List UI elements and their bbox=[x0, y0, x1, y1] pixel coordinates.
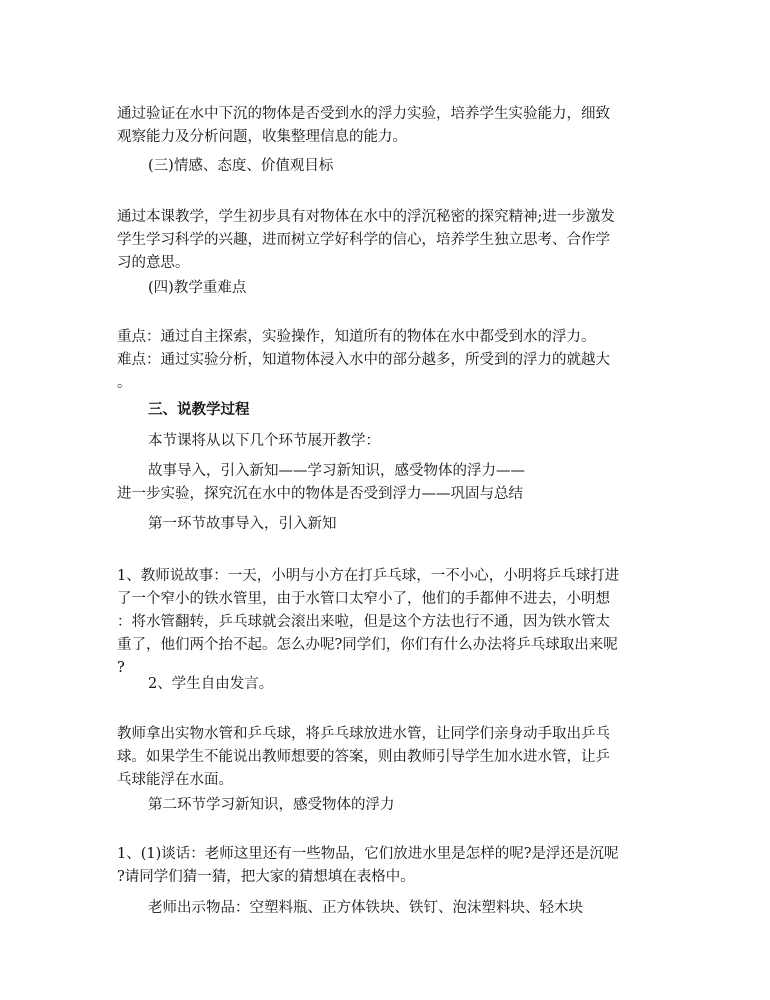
paragraph-ability bbox=[117, 103, 662, 149]
paragraph-free-speech: 2、学生自由发言。 bbox=[148, 676, 274, 692]
text-line: 重了，他们两个抬不起。怎么办呢?同学们，你们有什么办法将乒乓球取出来呢 bbox=[117, 637, 618, 653]
text-line: 乓球能浮在水面。 bbox=[117, 772, 233, 788]
paragraph-items: 老师出示物品：空塑料瓶、正方体铁块、铁钉、泡沫塑料块、轻木块 bbox=[148, 900, 583, 916]
text-line: 故事导入，引入新知——学习新知识，感受物体的浮力—— bbox=[148, 463, 525, 479]
text-line: 重点：通过自主探索，实验操作，知道所有的物体在水中都受到水的浮力。 bbox=[117, 329, 596, 345]
text-line: ：将水管翻转，乒乓球就会滚出来啦，但是这个方法也行不通，因为铁水管太 bbox=[117, 614, 610, 630]
text-line: 1、教师说故事：一天，小明与小方在打乒乓球，一不小心，小明将乒乓球打进 bbox=[117, 568, 620, 584]
heading-emotion-goal: (三)情感、态度、价值观目标 bbox=[148, 158, 334, 174]
heading-key-points: (四)教学重难点 bbox=[148, 280, 247, 296]
text-line: 观察能力及分析问题，收集整理信息的能力。 bbox=[117, 129, 407, 145]
paragraph-emotion bbox=[117, 206, 662, 275]
paragraph-teacher bbox=[117, 723, 662, 792]
paragraph-talk bbox=[117, 843, 662, 889]
paragraph-steps bbox=[117, 460, 662, 506]
text-line: 球。如果学生不能说出教师想要的答案，则由教师引导学生加水进水管，让乒 bbox=[117, 749, 610, 765]
text-line: 通过本课教学，学生初步具有对物体在水中的浮沉秘密的探究精神;进一步激发 bbox=[117, 209, 615, 225]
text-line: 通过验证在水中下沉的物体是否受到水的浮力实验，培养学生实验能力，细致 bbox=[117, 106, 610, 122]
text-line: 进一步实验，探究沉在水中的物体是否受到浮力——巩固与总结 bbox=[117, 486, 523, 502]
heading-link-two: 第二环节学习新知识，感受物体的浮力 bbox=[148, 797, 395, 813]
paragraph-key-difficult bbox=[117, 326, 662, 395]
text-line: ? bbox=[117, 660, 125, 676]
text-line: 了一个窄小的铁水管里，由于水管口太窄小了，他们的手都伸不进去，小明想 bbox=[117, 591, 610, 607]
text-line: ?请同学们猜一猜，把大家的猜想填在表格中。 bbox=[117, 869, 415, 885]
heading-link-one: 第一环节故事导入，引入新知 bbox=[148, 516, 337, 532]
text-line: 习的意思。 bbox=[117, 255, 190, 271]
section-heading-process: 三、说教学过程 bbox=[148, 401, 250, 418]
text-line: 难点：通过实验分析，知道物体浸入水中的部分越多，所受到的浮力的就越大 bbox=[117, 352, 610, 368]
text-line: 学生学习科学的兴趣，进而树立学好科学的信心，培养学生独立思考、合作学 bbox=[117, 232, 610, 248]
paragraph-story bbox=[117, 565, 662, 680]
text-line: 教师拿出实物水管和乒乓球，将乒乓球放进水管，让同学们亲身动手取出乒乓 bbox=[117, 726, 610, 742]
text-line: 1、(1)谈话：老师这里还有一些物品，它们放进水里是怎样的呢?是浮还是沉呢 bbox=[117, 846, 619, 862]
paragraph-intro: 本节课将从以下几个环节展开教学： bbox=[148, 433, 380, 449]
text-line: 。 bbox=[117, 375, 132, 391]
